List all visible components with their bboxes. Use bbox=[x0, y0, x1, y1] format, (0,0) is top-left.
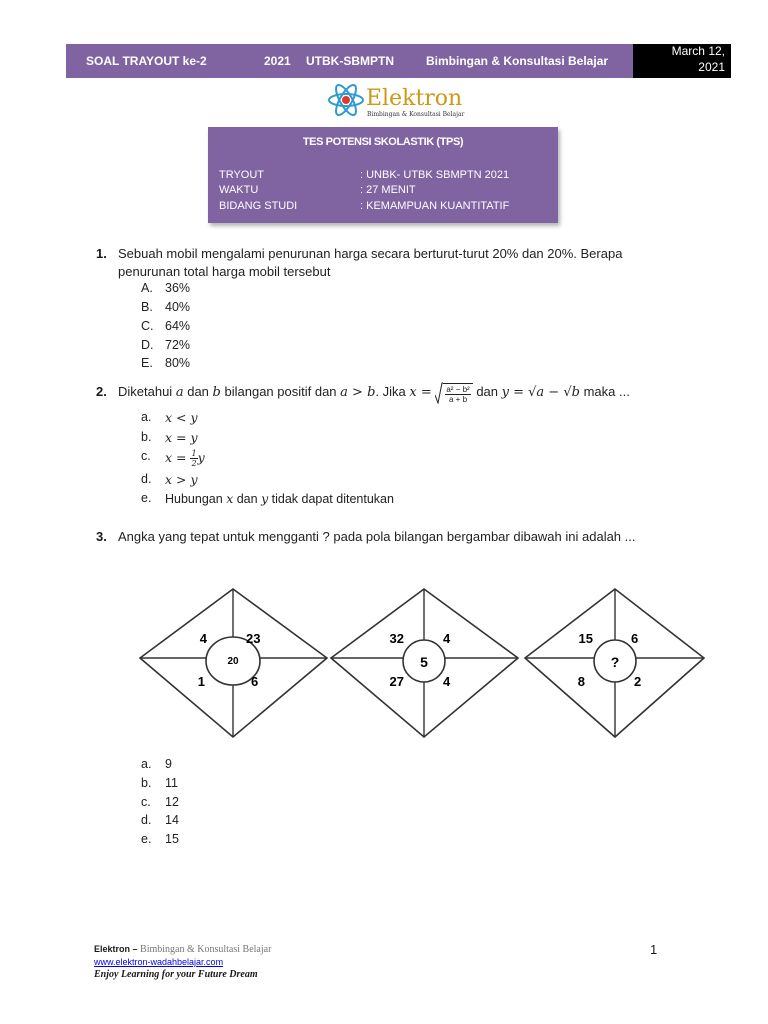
footer-brand-sub: Bimbingan & Konsultasi Belajar bbox=[140, 944, 272, 955]
q2-text-part: dan bbox=[476, 384, 499, 399]
sqrt-fraction bbox=[435, 381, 472, 405]
q1-option-a bbox=[141, 281, 191, 295]
q2-text-part: bilangan positif dan bbox=[224, 384, 337, 399]
q1-option-b bbox=[141, 300, 191, 314]
q2-text-part: . Jika bbox=[375, 384, 406, 399]
option-letter: d. bbox=[141, 813, 152, 827]
option-part: Hubungan bbox=[165, 492, 223, 506]
q2-text-part: Diketahui bbox=[118, 384, 173, 399]
footer-brand: Elektron – bbox=[94, 944, 138, 954]
frac-denominator: 2 bbox=[191, 459, 197, 468]
option-letter: d. bbox=[141, 472, 152, 486]
option-text: 9 bbox=[165, 757, 172, 771]
q2-y-equals: y = √a − √b bbox=[501, 385, 580, 400]
q3-option-b bbox=[141, 776, 178, 790]
cell-top-left: 15 bbox=[578, 631, 593, 646]
header-date bbox=[633, 44, 731, 78]
option-text: x > y bbox=[165, 472, 198, 487]
q2-option-d bbox=[141, 472, 198, 487]
option-letter: e. bbox=[141, 832, 152, 846]
info-label-waktu: WAKTU bbox=[219, 184, 259, 196]
info-value-waktu: : 27 MENIT bbox=[360, 184, 416, 196]
frac-numerator: a² − b² bbox=[446, 384, 470, 394]
header-year: 2021 bbox=[264, 54, 291, 68]
info-value-bidang: : KEMAMPUAN KUANTITATIF bbox=[360, 200, 510, 212]
question-1-text: Sebuah mobil mengalami penurunan harga secara berturut-turut 20% dan 20%. Berapa bbox=[118, 246, 623, 261]
q2-var-a: a bbox=[175, 385, 184, 400]
q2-text-part: maka ... bbox=[583, 384, 630, 399]
cell-bottom-left: 8 bbox=[577, 674, 585, 689]
sqrt-icon bbox=[435, 382, 443, 404]
elektron-logo bbox=[326, 80, 476, 120]
logo-name: Elektron bbox=[366, 86, 463, 111]
q3-option-e bbox=[141, 832, 179, 846]
info-label-tryout: TRYOUT bbox=[219, 169, 265, 181]
option-text bbox=[165, 449, 205, 468]
option-text: 12 bbox=[165, 795, 179, 809]
cell-top-left: 32 bbox=[389, 631, 404, 646]
q2-option-a bbox=[141, 410, 198, 425]
cell-center: ? bbox=[610, 654, 620, 670]
test-info-box bbox=[208, 127, 558, 223]
header-tryout-label: SOAL TRAYOUT ke-2 bbox=[86, 54, 207, 68]
option-part: tidak dapat ditentukan bbox=[271, 492, 394, 506]
info-label-bidang: BIDANG STUDI bbox=[219, 200, 298, 212]
q2-option-b bbox=[141, 430, 198, 445]
cell-top-right: 6 bbox=[631, 631, 639, 646]
question-2-number: 2. bbox=[96, 384, 107, 399]
diagram-2 bbox=[331, 589, 518, 737]
footer-slogan: Enjoy Learning for your Future Dream bbox=[94, 969, 258, 980]
cell-center: 5 bbox=[420, 654, 428, 670]
cell-bottom-right: 6 bbox=[251, 674, 259, 689]
option-letter: a. bbox=[141, 757, 152, 771]
page-number: 1 bbox=[650, 942, 658, 957]
q2-var-b: b bbox=[212, 385, 221, 400]
option-text: 14 bbox=[165, 813, 179, 827]
footer-website-link[interactable]: www.elektron-wadahbelajar.com bbox=[94, 957, 224, 967]
option-var: x bbox=[226, 491, 234, 506]
option-letter: b. bbox=[141, 430, 152, 444]
option-letter: C. bbox=[141, 319, 154, 333]
option-part: dan bbox=[236, 492, 258, 506]
option-letter: c. bbox=[141, 795, 151, 809]
cell-top-left: 4 bbox=[199, 631, 207, 646]
option-text: 11 bbox=[165, 776, 178, 790]
option-letter: D. bbox=[141, 338, 154, 352]
q1-option-c bbox=[141, 319, 191, 333]
cell-bottom-left: 1 bbox=[197, 674, 205, 689]
option-text: 72% bbox=[165, 338, 191, 352]
option-text: 80% bbox=[165, 356, 191, 370]
question-3-number: 3. bbox=[96, 529, 107, 544]
q2-text-part: dan bbox=[187, 384, 209, 399]
q3-option-c bbox=[141, 795, 179, 809]
option-letter: a. bbox=[141, 410, 152, 424]
q1-option-e bbox=[141, 356, 191, 370]
q3-option-a bbox=[141, 757, 172, 771]
q2-condition: a > b bbox=[340, 385, 376, 400]
logo-tagline: Bimbingan & Konsultasi Belajar bbox=[367, 111, 465, 118]
option-var: y bbox=[261, 491, 269, 506]
test-title: TES POTENSI SKOLASTIK (TPS) bbox=[302, 136, 464, 148]
question-3-text: Angka yang tepat untuk mengganti ? pada pola bilangan bergambar dibawah ini adalah ... bbox=[118, 529, 636, 544]
diagram-3 bbox=[525, 589, 704, 737]
cell-top-right: 23 bbox=[246, 631, 261, 646]
option-text: 36% bbox=[165, 281, 191, 295]
option-letter: B. bbox=[141, 300, 153, 314]
atom-icon bbox=[326, 80, 476, 120]
cell-top-right: 4 bbox=[443, 631, 451, 646]
header-org: Bimbingan & Konsultasi Belajar bbox=[426, 54, 609, 68]
frac-numerator: 1 bbox=[191, 449, 197, 458]
q2-option-e bbox=[141, 491, 394, 506]
option-letter: E. bbox=[141, 356, 153, 370]
option-text: x < y bbox=[165, 410, 198, 425]
option-pre: x = bbox=[165, 450, 187, 465]
q2-option-c bbox=[141, 449, 205, 468]
footer-brand-line bbox=[94, 944, 271, 955]
option-text: x = y bbox=[165, 430, 198, 445]
question-1-number: 1. bbox=[96, 246, 107, 261]
cell-bottom-left: 27 bbox=[389, 674, 404, 689]
q3-option-d bbox=[141, 813, 179, 827]
option-letter: b. bbox=[141, 776, 152, 790]
option-letter: c. bbox=[141, 449, 151, 463]
number-pattern-diagrams bbox=[138, 586, 708, 746]
cell-center: 20 bbox=[227, 656, 239, 667]
question-1-text-cont: penurunan total harga mobil tersebut bbox=[118, 264, 331, 279]
option-text: 64% bbox=[165, 319, 191, 333]
option-letter: e. bbox=[141, 491, 152, 505]
info-value-tryout: : UNBK- UTBK SBMPTN 2021 bbox=[360, 169, 510, 181]
q2-x-equals: x = bbox=[409, 385, 432, 400]
cell-bottom-right: 4 bbox=[443, 674, 451, 689]
header-bar bbox=[66, 44, 633, 78]
q1-option-d bbox=[141, 338, 191, 352]
date-line2: 2021 bbox=[698, 60, 725, 74]
question-2-text bbox=[118, 380, 630, 405]
diagram-1 bbox=[140, 589, 327, 737]
option-text: 15 bbox=[165, 832, 179, 846]
option-text: 40% bbox=[165, 300, 191, 314]
option-letter: A. bbox=[141, 281, 153, 295]
frac-denominator: a + b bbox=[449, 394, 468, 404]
option-post: y bbox=[197, 450, 205, 465]
date-line1: March 12, bbox=[671, 44, 725, 58]
cell-bottom-right: 2 bbox=[634, 674, 642, 689]
header-exam: UTBK-SBMPTN bbox=[306, 54, 394, 68]
option-text bbox=[165, 491, 394, 506]
